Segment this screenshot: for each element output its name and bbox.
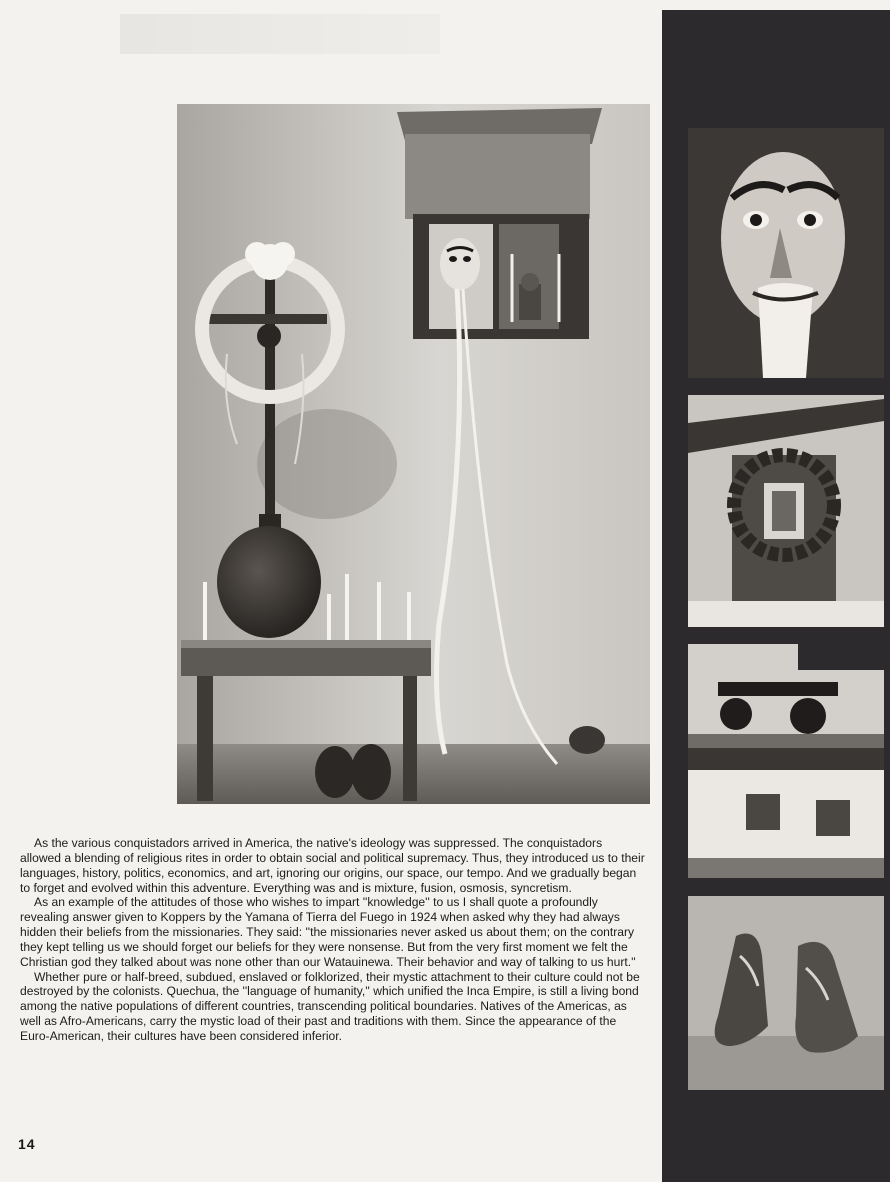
faded-header-band xyxy=(120,14,440,54)
side-photo-shoes xyxy=(688,896,884,1090)
essay-body xyxy=(20,836,645,1044)
side-photo-mask xyxy=(688,128,884,378)
essay-paragraph-2: As an example of the attitudes of those who wishes to impart ''knowledge'' to us I shall quote a profoundly revealing answer given to Koppers by the Yamana of Tierra del Fuego in 1924 when asked why they had always hidden their beliefs from the missionaries. They said: ''the missionaries never asked us about them; on the contrary they kept telling us we should forget our beliefs for they were nonsense. But from the very first moment we felt the Christian god they talked about was none other than our Watauinewa. Their behavior and way of talking to us hurt.'' xyxy=(20,895,636,969)
page-number: 14 xyxy=(18,1136,36,1152)
side-photo-cross-icon xyxy=(688,395,884,627)
essay-paragraph-3: Whether pure or half-breed, subdued, enslaved or folklorized, their mystic attachment to their culture could not be destroyed by the colonists. Quechua, the ''language of humanity,'' which unified the Inca Empire, is still a living bond among the native populations of different countries, transcending political boundaries. Natives of the Americas, as well as Afro-Americans, carry the mystic load of their past and traditions with them. Since the appearance of the Euro-American, their cultures have been considered inferior. xyxy=(20,969,640,1043)
essay-paragraph-1: As the various conquistadors arrived in America, the native's ideology was suppressed. The conquistadors allowed a blending of religious rites in order to obtain social and political supremacy. Thus, they introduced us to their languages, history, politics, economics, and art, ignoring our origins, our space, our tempo. And we gradually began to forget and evolved within this adventure. Everything was and is mixture, fusion, osmosis, syncretism. xyxy=(20,836,645,895)
main-altar-photo xyxy=(177,104,650,804)
side-photo-strip xyxy=(662,10,890,1182)
side-photo-cart-table xyxy=(688,644,884,878)
